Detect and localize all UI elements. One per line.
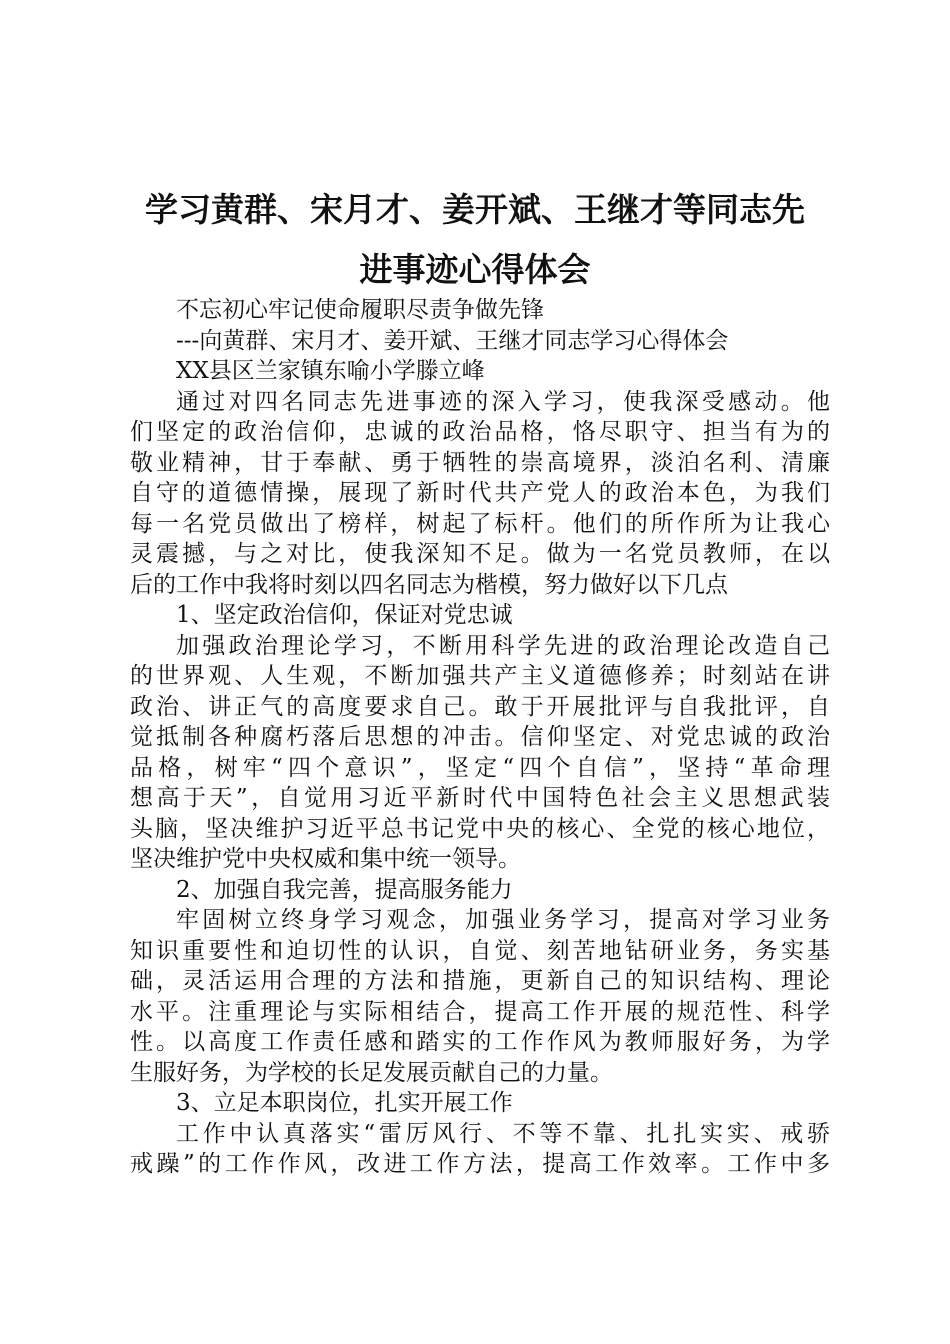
body-text-line: 敬业精神，甘于奉献、勇于牺牲的崇高境界，淡泊名利、清廉 [130, 449, 830, 476]
body-text-line: 想高于天”，自觉用习近平新时代中国特色社会主义思想武装 [130, 785, 830, 811]
body-text-line: 每一名党员做出了榜样，树起了标杆。他们的所作所为让我心 [130, 510, 830, 537]
body-text-line: 觉抵制各种腐朽落后思想的冲击。信仰坚定、对党忠诚的政治 [130, 724, 830, 750]
body-text-line: 性。以高度工作责任感和踏实的工作作风为教师服好务，为学 [130, 1029, 830, 1055]
body-text-line: 们坚定的政治信仰，忠诚的政治品格，恪尽职守、担当有为的 [130, 419, 830, 445]
body-text-line: 础，灵活运用合理的方法和措施，更新自己的知识结构、理论 [130, 968, 830, 994]
body-text-line: 灵震撼，与之对比，使我深知不足。做为一名党员教师，在以 [130, 541, 830, 567]
body-text-line: 水平。注重理论与实际相结合，提高工作开展的规范性、科学 [130, 998, 830, 1025]
body-text-line: 品格，树牢“四个意识”，坚定“四个自信”，坚持“革命理 [130, 754, 830, 781]
document-title-line-2: 进事迹心得体会 [359, 250, 591, 289]
body-text-line: 自守的道德情操，展现了新时代共产党人的政治本色，为我们 [130, 480, 830, 506]
body-text-line: ---向黄群、宋月才、姜开斌、王继才同志学习心得体会 [176, 327, 729, 354]
body-text-line: 加强政治理论学习，不断用科学先进的政治理论改造自己 [176, 632, 830, 659]
body-text-line: 1、坚定政治信仰，保证对党忠诚 [176, 602, 513, 628]
body-text-line: 牢固树立终身学习观念，加强业务学习，提高对学习业务 [176, 907, 830, 933]
body-text-line: XX县区兰家镇东喻小学滕立峰 [176, 358, 485, 384]
document-title-line-1: 学习黄群、宋月才、姜开斌、王继才等同志先 [145, 190, 805, 229]
body-text-line: 政治、讲正气的高度要求自己。敢于开展批评与自我批评，自 [130, 693, 830, 720]
body-text-line: 不忘初心牢记使命履职尽责争做先锋 [176, 297, 544, 323]
body-text-line: 的世界观、人生观，不断加强共产主义道德修养；时刻站在讲 [130, 663, 830, 689]
body-text-line: 生服好务，为学校的长足发展贡献自己的力量。 [130, 1059, 613, 1086]
document-body [130, 295, 830, 1180]
body-text-line: 后的工作中我将时刻以四名同志为楷模，努力做好以下几点 [130, 571, 728, 598]
body-text-line: 知识重要性和迫切性的认识，自觉、刻苦地钻研业务，务实基 [130, 937, 830, 964]
body-text-line: 工作中认真落实“雷厉风行、不等不靠、扎扎实实、戒骄 [176, 1120, 830, 1147]
body-text-line: 2、加强自我完善，提高服务能力 [176, 876, 513, 903]
body-text-line: 戒躁”的工作作风，改进工作方法，提高工作效率。工作中多 [130, 1151, 830, 1177]
body-text-line: 头脑，坚决维护习近平总书记党中央的核心、全党的核心地位， [130, 815, 830, 842]
body-text-line: 3、立足本职岗位，扎实开展工作 [176, 1090, 513, 1116]
body-text-line: 通过对四名同志先进事迹的深入学习，使我深受感动。他 [176, 388, 830, 415]
body-text-line: 坚决维护党中央权威和集中统一领导。 [130, 846, 521, 872]
